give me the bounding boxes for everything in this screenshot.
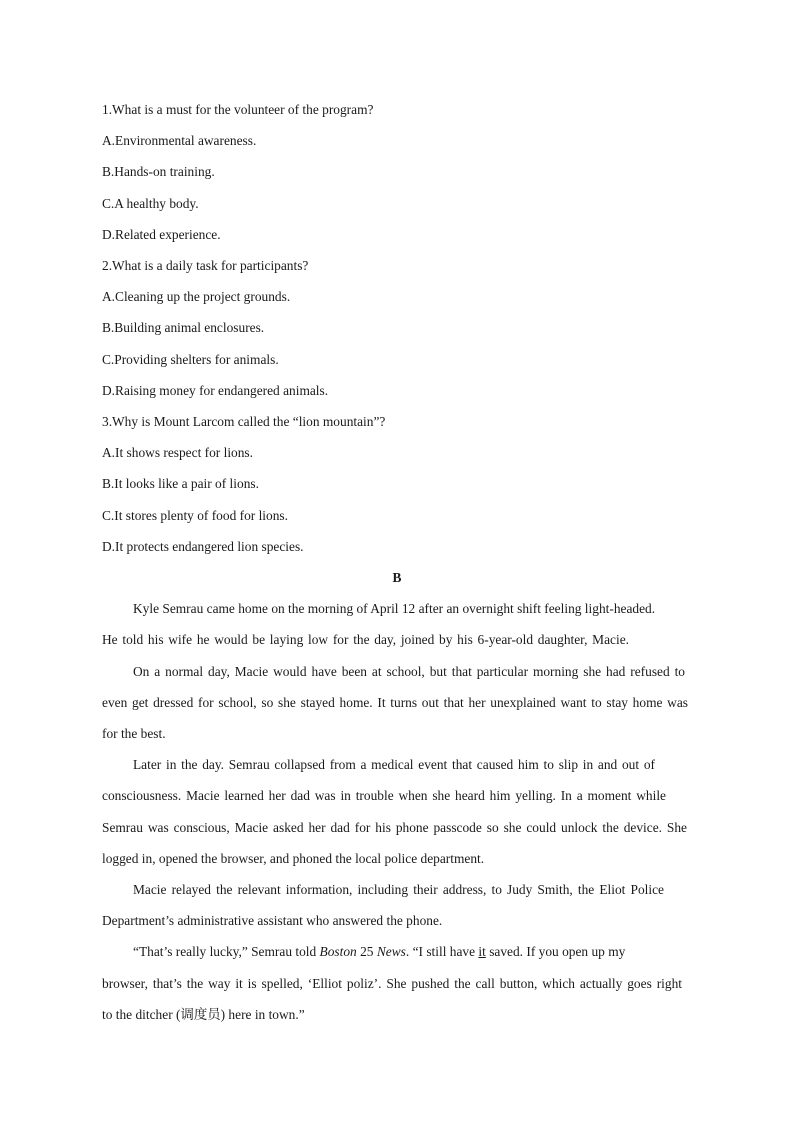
paragraph-3-line-3: Semrau was conscious, Macie asked her dad for his phone passcode so she could unlock the device. She [102, 820, 687, 835]
question-1-option-d: D.Related experience. [102, 227, 221, 242]
source-name-news: News [376, 944, 406, 959]
quote-part-4: saved. If you open up my [485, 944, 626, 959]
question-1-stem: 1.What is a must for the volunteer of the program? [102, 102, 374, 117]
paragraph-5-line-3: to the ditcher (调度员) here in town.” [102, 1007, 305, 1022]
question-2-option-c: C.Providing shelters for animals. [102, 352, 279, 367]
question-2-option-d: D.Raising money for endangered animals. [102, 383, 329, 398]
section-b-heading: B [392, 570, 402, 585]
paragraph-5-line-2: browser, that’s the way it is spelled, ‘Elliot poliz’. She pushed the call button, which actually goes right [102, 976, 682, 991]
paragraph-3-line-1: Later in the day. Semrau collapsed from a medical event that caused him to slip in and out of [133, 757, 655, 772]
question-3-option-d: D.It protects endangered lion species. [102, 539, 304, 554]
paragraph-1-line-1: Kyle Semrau came home on the morning of April 12 after an overnight shift feeling light-headed. [133, 601, 656, 616]
question-3-option-b: B.It looks like a pair of lions. [102, 476, 259, 491]
quote-part-1: “That’s really lucky,” Semrau told [133, 944, 320, 959]
paragraph-4-line-2: Department’s administrative assistant who answered the phone. [102, 913, 443, 928]
question-2-option-a: A.Cleaning up the project grounds. [102, 289, 291, 304]
quote-part-3: . “I still have [405, 944, 479, 959]
question-1-option-b: B.Hands-on training. [102, 164, 215, 179]
paragraph-3-line-2: consciousness. Macie learned her dad was in trouble when she heard him yelling. In a moment while [102, 788, 666, 803]
paragraph-2-line-1: On a normal day, Macie would have been at school, but that particular morning she had refused to [133, 664, 685, 679]
paragraph-1-line-2: He told his wife he would be laying low for the day, joined by his 6-year-old daughter, Macie. [102, 632, 629, 647]
question-1-option-c: C.A healthy body. [102, 196, 199, 211]
paragraph-2-line-2: even get dressed for school, so she stayed home. It turns out that her unexplained want to stay home was [102, 695, 688, 710]
question-2-option-b: B.Building animal enclosures. [102, 320, 265, 335]
question-1-option-a: A.Environmental awareness. [102, 133, 257, 148]
paragraph-2-line-3: for the best. [102, 726, 166, 741]
underlined-word-it: it [478, 944, 486, 959]
question-3-option-c: C.It stores plenty of food for lions. [102, 508, 288, 523]
source-name-boston: Boston [319, 944, 357, 959]
question-2-stem: 2.What is a daily task for participants? [102, 258, 309, 273]
paragraph-4-line-1: Macie relayed the relevant information, including their address, to Judy Smith, the Eliot Police [133, 882, 664, 897]
question-3-option-a: A.It shows respect for lions. [102, 445, 253, 460]
question-3-stem: 3.Why is Mount Larcom called the “lion mountain”? [102, 414, 386, 429]
paragraph-3-line-4: logged in, opened the browser, and phoned the local police department. [102, 851, 485, 866]
quote-part-2: 25 [356, 944, 377, 959]
paragraph-5-line-1 [133, 944, 651, 960]
